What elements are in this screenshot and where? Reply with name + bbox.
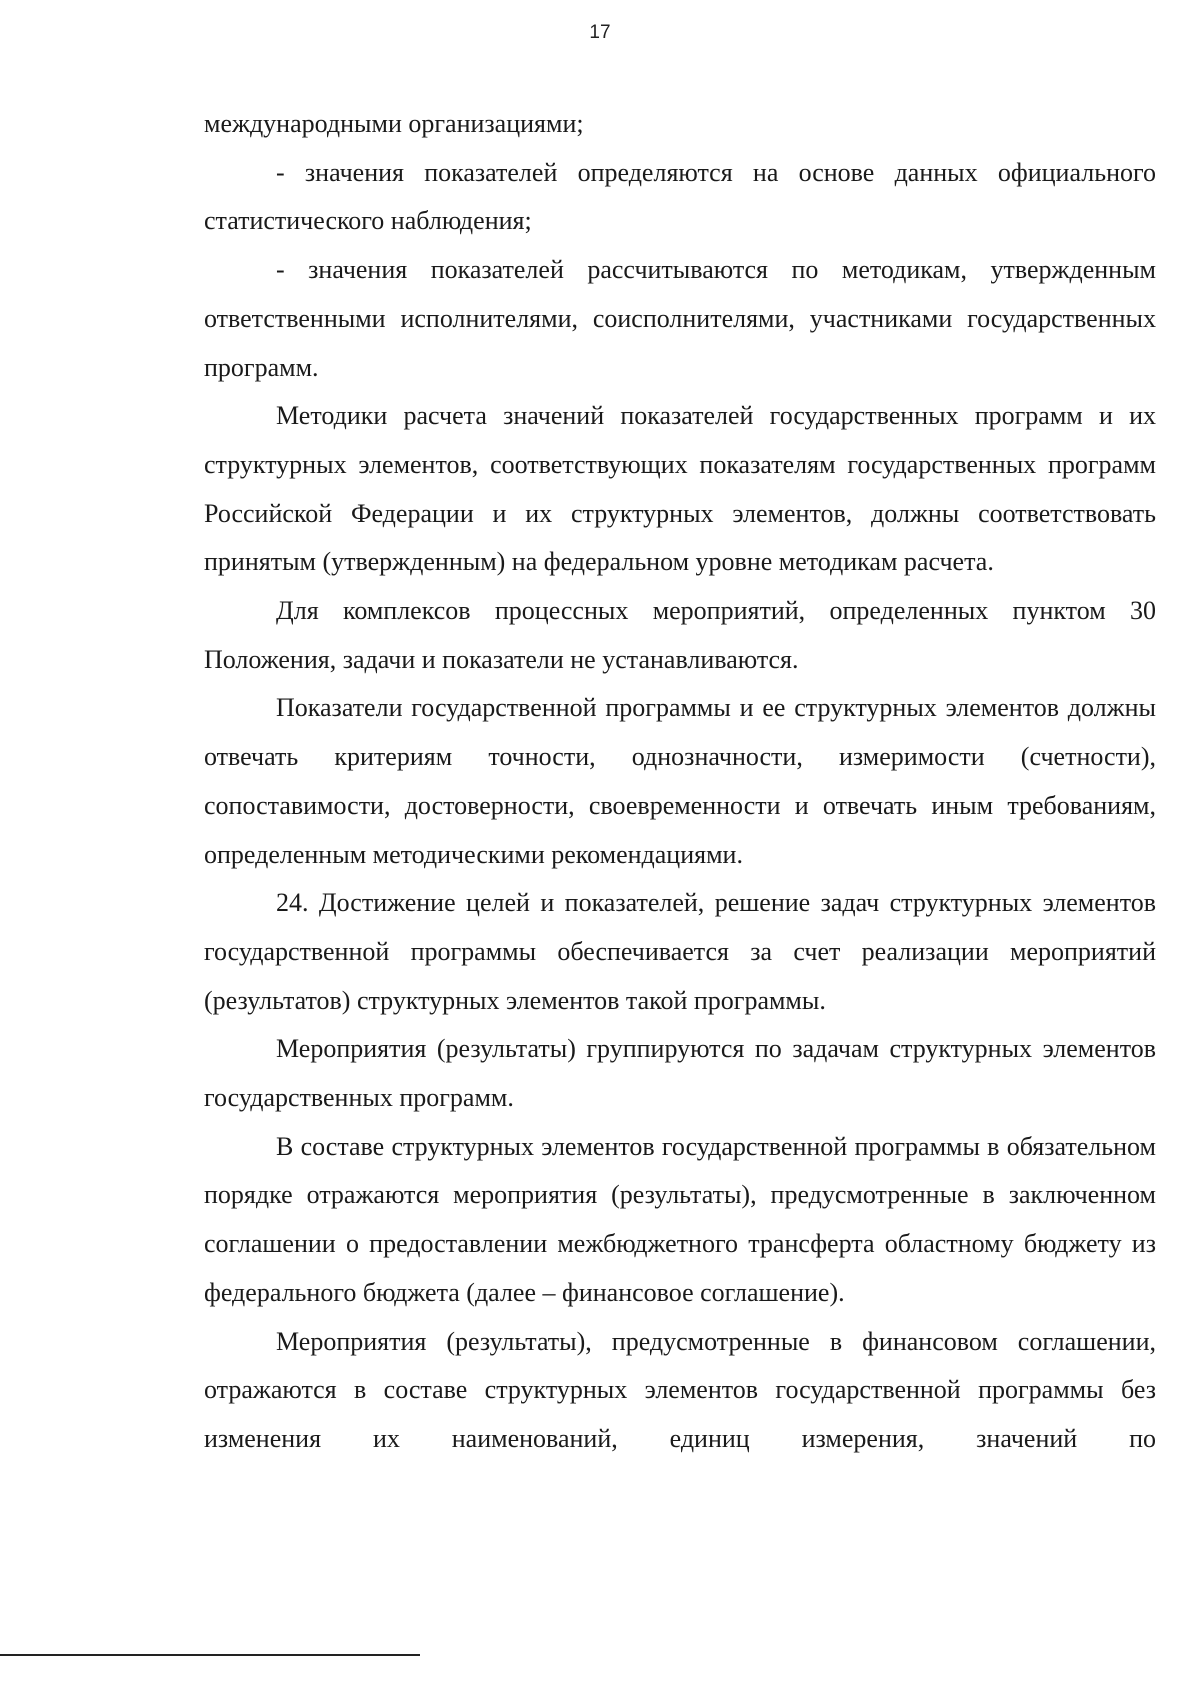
paragraph-8: Мероприятия (результаты) группируются по задачам структурных элементов государственных программ. xyxy=(204,1034,1156,1113)
document-body xyxy=(204,100,1156,1464)
paragraph-2: - значения показателей определяются на основе данных официального статистического наблюдения; xyxy=(204,157,1156,236)
paragraph-1: международными организациями; xyxy=(204,109,584,138)
paragraph-3: - значения показателей рассчитываются по методикам, утвержденным ответственными исполнителями, соисполнителями, участниками государственных программ. xyxy=(204,255,1156,382)
paragraph-6: Показатели государственной программы и ее структурных элементов должны отвечать критериям точности, однозначности, измеримости (счетности), сопоставимости, достоверности, своевременности и отвечать иным требованиям, определенным методическими рекомендациями. xyxy=(204,693,1156,869)
footnote-separator xyxy=(0,1654,420,1656)
paragraph-9: В составе структурных элементов государственной программы в обязательном порядке отражаются мероприятия (результаты), предусмотренные в заключенном соглашении о предоставлении межбюджетного трансферта областному бюджету из федерального бюджета (далее – финансовое соглашение). xyxy=(204,1131,1156,1307)
page-number: 17 xyxy=(589,22,611,43)
paragraph-5: Для комплексов процессных мероприятий, определенных пунктом 30 Положения, задачи и показатели не устанавливаются. xyxy=(204,596,1156,674)
paragraph-4: Методики расчета значений показателей государственных программ и их структурных элементов, соответствующих показателям государственных программ Российской Федерации и их структурных элементов, должны соответствовать принятым (утвержденным) на федеральном уровне методикам расчета. xyxy=(204,401,1156,577)
paragraph-7: 24. Достижение целей и показателей, решение задач структурных элементов государственной программы обеспечивается за счет реализации мероприятий (результатов) структурных элементов такой программы. xyxy=(204,888,1156,1015)
paragraph-10: Мероприятия (результаты), предусмотренные в финансовом соглашении, отражаются в составе структурных элементов государственной программы без изменения их наименований, единиц измерения, значений по xyxy=(204,1326,1156,1453)
